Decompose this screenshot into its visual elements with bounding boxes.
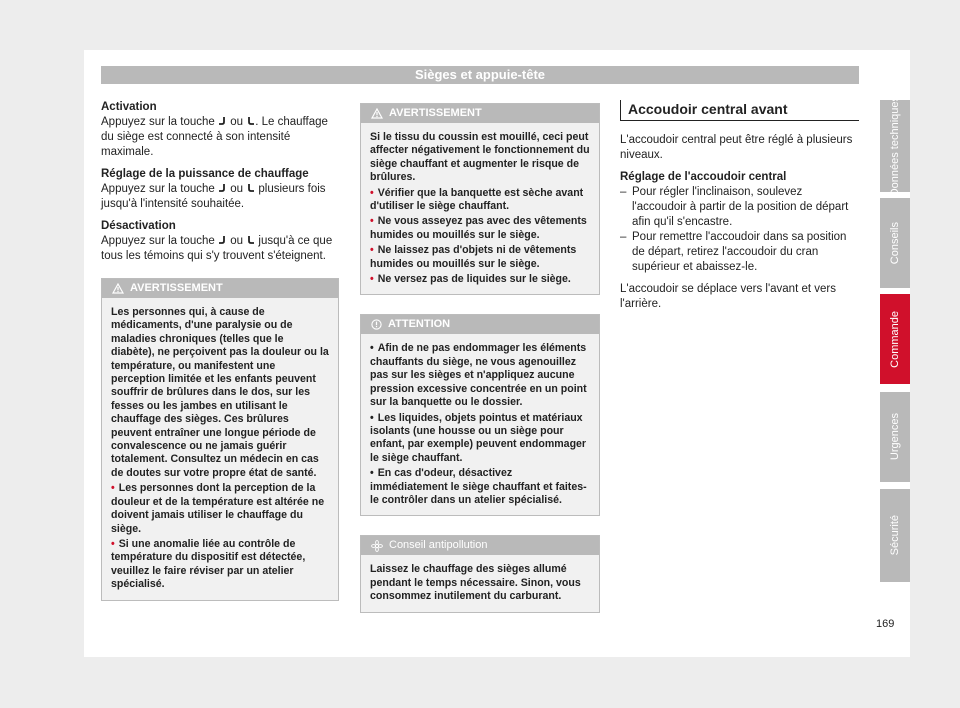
- tab-donnees-techniques[interactable]: Données techniques: [880, 100, 910, 192]
- attention-item: • Afin de ne pas endommager les éléments chauffants du siège, ne vous agenouillez pas sur les sièges et n'appliquez aucune pression excessive concentrée en un point sur la banquette ou le dossier.: [370, 342, 587, 409]
- desactivation-heading: Désactivation: [101, 220, 176, 232]
- accoudoir-reglage-heading: Réglage de l'accoudoir central: [620, 171, 787, 183]
- accoudoir-intro: L'accoudoir central peut être réglé à plusieurs niveaux.: [620, 134, 853, 161]
- warning-item: • Ne vous asseyez pas avec des vêtements humides ou mouillés sur le siège.: [370, 215, 587, 241]
- step-item: – Pour remettre l'accoudoir dans sa position de départ, retirez l'accoudoir du cran supérieur et abaissez-le.: [620, 231, 847, 273]
- attention-item: • En cas d'odeur, désactivez immédiatement le siège chauffant et faites-le contrôler dans un atelier spécialisé.: [370, 467, 587, 506]
- warning-triangle-icon: [112, 283, 124, 294]
- seat-heat-left-icon: [218, 183, 227, 193]
- step-item: – Pour régler l'inclinaison, soulevez l'accoudoir à partir de la position de départ afin qu'il s'encastre.: [620, 186, 849, 228]
- seat-heat-right-icon: [246, 116, 255, 126]
- warning-box-burns: [101, 278, 339, 601]
- warning-body: [361, 123, 599, 294]
- attention-box: [360, 314, 600, 516]
- activation-text: Appuyez sur la touche ou . Le chauffage du siège est connecté à son intensité maximale.: [101, 116, 328, 158]
- column-left: [101, 100, 339, 601]
- tab-conseils[interactable]: Conseils: [880, 198, 910, 288]
- reglage-text: Appuyez sur la touche ou plusieurs fois jusqu'à l'intensité souhaitée.: [101, 183, 326, 210]
- accoudoir-outro: L'accoudoir se déplace vers l'avant et vers l'arrière.: [620, 283, 836, 310]
- warning-item: • Ne versez pas de liquides sur le siège.: [370, 273, 571, 286]
- warning-item: • Vérifier que la banquette est sèche avant d'utiliser le siège chauffant.: [370, 186, 584, 213]
- desactivation-text: Appuyez sur la touche ou jusqu'à ce que tous les témoins qui s'y trouvent s'éteignent.: [101, 235, 333, 262]
- warning-item: • Les personnes dont la perception de la douleur et de la température est altérée ne doivent jamais utiliser le chauffage du siège.: [111, 482, 325, 535]
- attention-item: • Les liquides, objets pointus et matériaux isolants (une housse ou un siège pour enfant, par exemple) peuvent endommager le siège chauffant.: [370, 411, 587, 464]
- eco-tip-box: [360, 535, 600, 612]
- tab-commande[interactable]: Commande: [880, 294, 910, 384]
- warning-intro: Les personnes qui, à cause de médicaments, d'une paralysie ou de maladies chroniques (telles que le diabète), ne perçoivent pas la douleur ou la température, ou manifestent une perception limitée et les enfants peuvent souffrir de brûlures dans le dos, sur les fesses ou les jambes en utilisant le chauffage des sièges. Ces brûlures peuvent entraîner une longue période de convalescence ou ne jamais guérir totalement. Consultez un médecin en cas de doutes sur votre propre état de santé.: [111, 306, 329, 479]
- warning-header: AVERTISSEMENT: [102, 279, 338, 298]
- page-number: 169: [876, 618, 895, 630]
- tab-securite[interactable]: Sécurité: [880, 489, 910, 582]
- warning-box-wet: [360, 103, 600, 295]
- reglage-heading: Réglage de la puissance de chauffage: [101, 168, 309, 180]
- warning-body: [102, 298, 338, 600]
- tab-urgences[interactable]: Urgences: [880, 392, 910, 482]
- seat-heat-left-icon: [218, 235, 227, 245]
- attention-header: ATTENTION: [361, 315, 599, 334]
- warning-item: • Ne laissez pas d'objets ni de vêtements humides ou mouillés sur le siège.: [370, 244, 577, 270]
- warning-intro: Si le tissu du coussin est mouillé, ceci peut affecter négativement le fonctionnement du siège chauffant et augmenter le risque de brûlures.: [370, 131, 590, 184]
- attention-body: [361, 334, 599, 515]
- info-circle-icon: [371, 319, 382, 330]
- seat-heat-left-icon: [218, 116, 227, 126]
- seat-heat-right-icon: [246, 183, 255, 193]
- seat-heat-right-icon: [246, 235, 255, 245]
- section-title: Accoudoir central avant: [620, 100, 859, 121]
- activation-heading: Activation: [101, 101, 157, 113]
- warning-item: • Si une anomalie liée au contrôle de température du dispositif est détectée, veuillez le faire réviser par un atelier spécialisé.: [111, 537, 306, 591]
- warning-triangle-icon: [371, 108, 383, 119]
- eco-tip-header: Conseil antipollution: [361, 536, 599, 555]
- eco-tip-body: Laissez le chauffage des sièges allumé pendant le temps nécessaire. Sinon, vous consommez inutilement du carburant.: [361, 555, 599, 611]
- flower-eco-icon: [371, 540, 383, 552]
- warning-header: AVERTISSEMENT: [361, 104, 599, 123]
- chapter-header: Sièges et appuie-tête: [101, 66, 859, 84]
- column-middle: [360, 103, 600, 613]
- column-right: [620, 100, 859, 319]
